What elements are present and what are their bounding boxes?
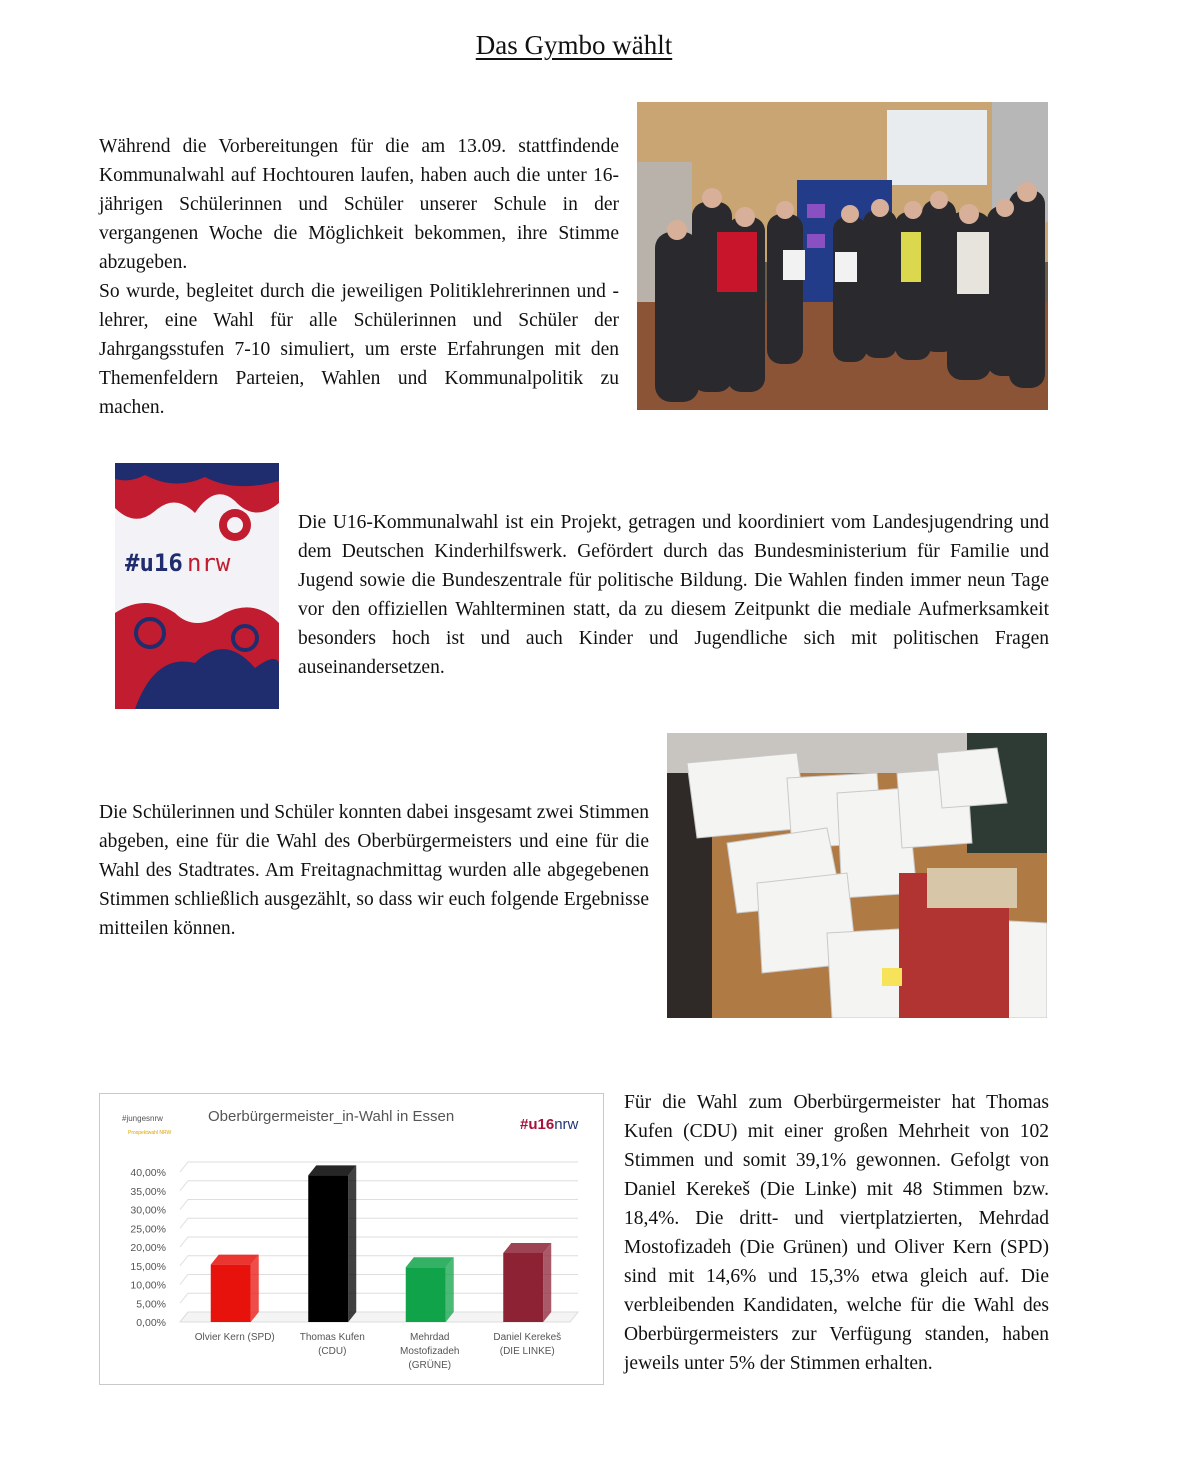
students-group-photo-image — [637, 102, 1048, 410]
y-tick-label: 15,00% — [130, 1260, 166, 1273]
gridline — [180, 1162, 578, 1172]
jungesnrw-logo-sub: Prospektwahl NRW — [128, 1130, 172, 1136]
gridline — [180, 1218, 578, 1228]
u16-logo-text: #u16 — [520, 1116, 555, 1133]
project-paragraph: Die U16-Kommunalwahl ist ein Projekt, getragen und koordiniert vom Landesjugendring und dem Deutschen Kinderhilfswerk. Gefördert durch das Bundesministerium für Familie und Jugend sowie die Bundeszentrale für politische Bildung. Die Wahlen finden immer neun Tage vor den offiziellen Wahlterminen statt, da zu diesem Zeitpunkt die mediale Aufmerksamkeit besonders hoch ist und auch Kinder und Jugendliche sich mit politischen Fragen auseinandersetzen. — [298, 512, 1049, 678]
page-title: Das Gymbo wählt — [475, 30, 673, 60]
intro-paragraph — [99, 132, 619, 422]
ballots-photo — [667, 733, 1047, 1018]
bar-side — [446, 1257, 454, 1322]
x-category-label: Thomas Kufen — [299, 1332, 365, 1343]
bar — [211, 1265, 251, 1322]
bar-top — [211, 1255, 259, 1265]
poster-hashtag: #u16 — [125, 549, 183, 577]
students-group-photo — [637, 102, 1048, 410]
bar-top — [308, 1165, 356, 1175]
gridline — [180, 1200, 578, 1210]
votes-paragraph: Die Schülerinnen und Schüler konnten dabei insgesamt zwei Stimmen abgeben, eine für die Wahl des Oberbürgermeisters und eine für die Wahl des Stadtrates. Am Freitagnachmittag wurden alle abgegebenen Stimmen schließlich ausgezählt, so dass wir euch folgende Ergebnisse mitteilen können. — [99, 802, 649, 939]
x-category-label: Mostofizadeh — [400, 1346, 460, 1357]
bar — [406, 1267, 446, 1322]
x-category-label: Daniel Kerekeš — [493, 1332, 562, 1343]
chart-plot — [100, 1094, 603, 1384]
result-paragraph: Für die Wahl zum Oberbürgermeister hat Thomas Kufen (CDU) mit einer großen Mehrheit von 102 Stimmen und somit 39,1% gewonnen. Gefolgt von Daniel Kerekeš (Die Linke) mit 48 Stimmen bzw. 18,4%. Die dritt- und viertplatzierten, Mehrdad Mostofizadeh (Die Grünen) und Oliver Kern (SPD) sind mit 14,6% und 15,3% etwa gleich auf. Die verbleibenden Kandidaten, welche für die Wahl des Oberbürgermeisters zur Verfügung standen, haben jeweils unter 5% der Stimmen erhalten. — [624, 1092, 1049, 1374]
x-category-label: Mehrdad — [410, 1332, 450, 1343]
y-tick-label: 10,00% — [130, 1279, 166, 1292]
poster-nrw: nrw — [187, 549, 231, 577]
x-category-label: (DIE LINKE) — [499, 1346, 555, 1357]
bar-side — [251, 1255, 259, 1322]
jungesnrw-logo: #jungesnrw — [122, 1114, 163, 1123]
bar-top — [503, 1243, 551, 1253]
nrw-logo-text: nrw — [554, 1116, 579, 1133]
gridline — [180, 1181, 578, 1191]
x-category-label: (CDU) — [318, 1346, 347, 1357]
bar-top — [406, 1257, 454, 1267]
u16nrw-poster-image — [115, 463, 279, 709]
y-tick-label: 30,00% — [130, 1204, 166, 1217]
bar-side — [543, 1243, 551, 1322]
bar-side — [348, 1165, 356, 1322]
bar — [308, 1175, 348, 1322]
election-chart — [99, 1093, 604, 1385]
ballots-photo-image — [667, 733, 1047, 1018]
y-tick-label: 20,00% — [130, 1242, 166, 1254]
y-tick-label: 35,00% — [130, 1185, 166, 1198]
y-tick-label: 25,00% — [130, 1223, 166, 1236]
x-category-label: (GRÜNE) — [408, 1360, 452, 1371]
chart-title: Oberbürgermeister_in-Wahl in Essen — [208, 1108, 455, 1125]
y-tick-label: 40,00% — [130, 1167, 166, 1179]
y-tick-label: 5,00% — [136, 1298, 166, 1311]
intro-text-2: So wurde, begleitet durch die jeweiligen Politiklehrerinnen und -lehrer, eine Wahl für alle Schülerinnen und Schüler der Jahrgangsstufen 7-10 simuliert, um erste Erfahrungen mit den Themenfeldern Parteien, Wahlen und Kommunalpolitik zu machen. — [99, 281, 619, 418]
intro-text-1: Während die Vorbereitungen für die am 13.09. stattfindende Kommunalwahl auf Hochtouren laufen, haben auch die unter 16-jährigen Schülerinnen und Schüler unserer Schule in der vergangenen Woche die Möglichkeit bekommen, ihre Stimme abzugeben. — [99, 136, 619, 273]
bar — [503, 1253, 543, 1322]
x-category-label: Olvier Kern (SPD) — [194, 1332, 275, 1343]
y-tick-label: 0,00% — [136, 1317, 166, 1329]
u16nrw-poster — [115, 463, 279, 709]
